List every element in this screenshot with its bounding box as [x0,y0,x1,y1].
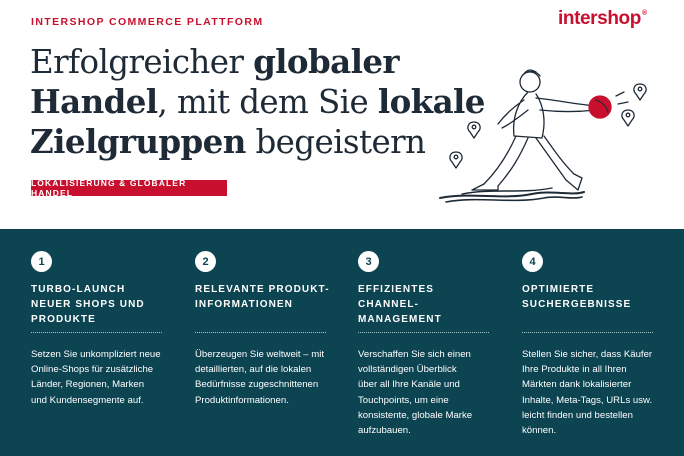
step-number-badge: 4 [522,251,543,272]
headline-line-1 [30,42,485,82]
feature-column-1 [31,251,166,408]
step-number-badge: 3 [358,251,379,272]
eyebrow-label: INTERSHOP COMMERCE PLATTFORM [31,16,264,28]
intershop-logo[interactable] [558,8,647,30]
headline-text: , mit dem Sie [157,83,378,121]
headline-text: begeistern [245,123,426,161]
feature-title: TURBO-LAUNCH NEUER SHOPS UND PRODUKTE [31,284,145,325]
location-pin-icon [468,122,480,138]
location-pin-icon [450,152,462,168]
headline-emphasis: lokale [377,82,485,121]
headline-emphasis: Zielgruppen [30,122,246,161]
headline-line-2 [30,82,485,122]
feature-column-3 [358,251,493,438]
headline-text: Erfolgreicher [30,43,254,81]
feature-title: OPTIMIERTE SUCHERGEBNISSE [522,284,632,310]
page-title [30,42,485,162]
step-number-badge: 2 [195,251,216,272]
person-throwing-ball-illustration-icon [432,66,662,208]
headline-emphasis: globaler [253,42,399,81]
headline-line-3 [30,122,485,162]
logo-text: intershop [558,8,641,29]
headline-emphasis: Handel [30,82,158,121]
feature-description: Verschaffen Sie sich einen vollständigen Überblick über all Ihre Kanäle und Touchpoints, um eine konsistente, globale Marke aufzubauen. [358,349,473,437]
feature-description: Stellen Sie sicher, dass Käufer Ihre Produkte in all Ihren Märkten dank lokalisierter Inhalte, Meta-Tags, URLs usw. leicht finden und bestellen können. [522,349,653,437]
feature-description: Überzeugen Sie weltweit – mit detaillierten, auf die lokalen Bedürfnisse zugeschnittenen Produktinformationen. [195,349,325,406]
location-pin-icon [622,110,634,126]
topic-tag: LOKALISIERUNG & GLOBALER HANDEL [31,180,227,196]
dotted-divider [522,332,653,333]
features-panel [0,229,684,456]
feature-title: RELEVANTE PRODUKT- INFORMATIONEN [195,284,330,310]
dotted-divider [195,332,326,333]
step-number-badge: 1 [31,251,52,272]
registered-mark: ® [641,10,647,17]
location-pin-icon [634,84,646,100]
dotted-divider [31,332,162,333]
feature-column-4 [522,251,657,438]
feature-title: EFFIZIENTES CHANNEL- MANAGEMENT [358,284,442,325]
feature-description: Setzen Sie unkompliziert neue Online-Shops für zusätzliche Länder, Regionen, Marken und Kundensegmente auf. [31,349,161,406]
dotted-divider [358,332,489,333]
feature-column-2 [195,251,330,408]
